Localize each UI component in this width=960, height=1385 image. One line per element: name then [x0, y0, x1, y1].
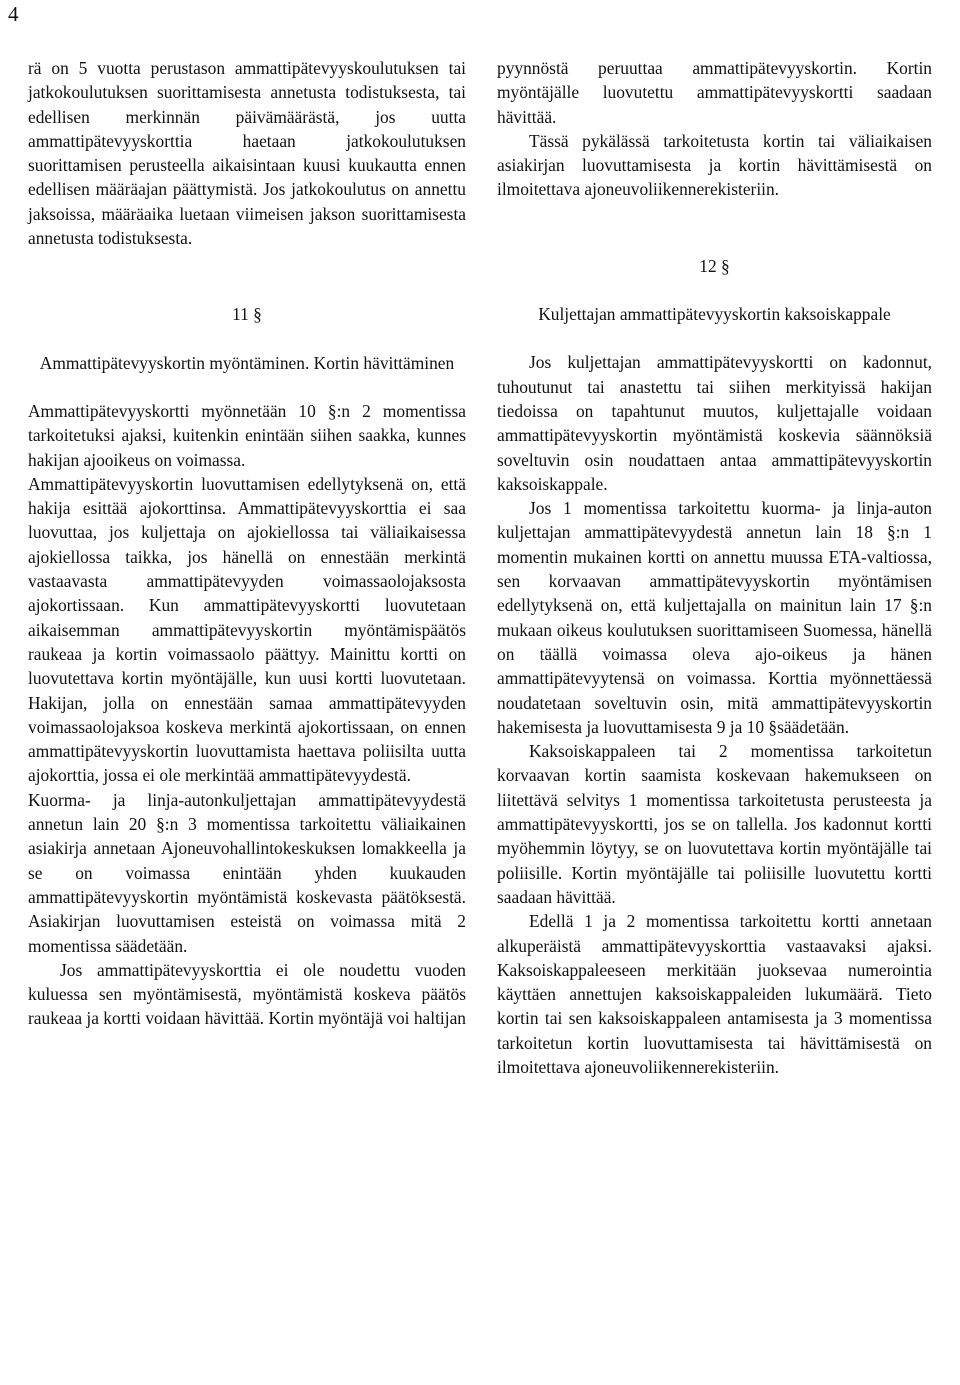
section-11-paragraph-4: Jos ammattipätevyyskorttia ei ole noudettu vuoden kuluessa sen myöntämisestä, myöntämistä koskeva päätös raukeaa ja kortti voidaan hävittää. Kortin myöntäjä voi haltijan — [28, 959, 467, 1029]
section-12-paragraph-4: Edellä 1 ja 2 momentissa tarkoitettu kortti annetaan alkuperäistä ammattipätevyyskorttia vastaavaksi ajaksi. Kaksoiskappaleeseen merkitään juoksevaa numerointia käyttäen annettujen kaksoiskappaleiden lukumäärä. Tieto kortin tai sen kaksoiskappaleen antamisesta ja 3 momentissa tarkoitetun kortin luovuttamisesta tai hävittämisestä on ilmoitettava ajoneuvoliikennerekisteriin. — [497, 911, 932, 1077]
right-column — [497, 56, 932, 1079]
section-12-number: 12 § — [699, 255, 730, 276]
left-intro-paragraph: rä on 5 vuotta perustason ammattipätevyyskoulutuksen tai jatkokoulutuksen suorittamisesta annetusta todistuksesta, tai edellisen merkinnän päivämäärästä, jos uutta ammattipätevyyskorttia haetaan jatkokoulutuksen suorittamisen perusteella aikaisintaan kuusi kuukautta ennen edellisen määräajan päättymistä. Jos jatkokoulutus on annettu jaksoissa, määräaika luetaan viimeisen jakson suorittamisesta annetusta todistuksesta. — [28, 58, 466, 249]
right-paragraph-a: Tässä pykälässä tarkoitetusta kortin tai väliaikaisen asiakirjan luovuttamisesta ja kortin hävittämisestä on ilmoitettava ajoneuvoliikennerekisteriin. — [497, 130, 932, 200]
section-12-paragraph-1: Jos kuljettajan ammattipätevyyskortti on kadonnut, tuhoutunut tai anastettu tai siihen merkityissä hakijan tiedoissa on tapahtunut muutos, kuljettajalle voidaan ammattipätevyyskortin myöntämistä koskevia säännöksiä soveltuvin osin noudattaen antaa ammattipätevyyskortin kaksoiskappale. — [497, 352, 932, 494]
section-11-heading: Ammattipätevyyskortin myöntäminen. Kortin hävittäminen — [39, 352, 455, 373]
section-11-paragraph-1: Ammattipätevyyskortti myönnetään 10 §:n 2 momentissa tarkoitetuksi ajaksi, kuitenkin enintään siihen saakka, kunnes hakijan ajooikeus on voimassa. — [28, 400, 466, 470]
page-number: 4 — [8, 2, 19, 26]
section-11-number: 11 § — [232, 304, 262, 325]
section-12-paragraph-3: Kaksoiskappaleen tai 2 momentissa tarkoitetun korvaavan kortin saamista koskevaan hakemukseen on liitettävä selvitys 1 momentissa tarkoitetusta perusteesta ja ammattipätevyyskortti, jos se on tallella. Jos kadonnut kortti myöhemmin löytyy, se on luovutettava kortin myöntäjälle tai poliisille. Kortin myöntäjälle tai poliisille luovutettu kortti saadaan hävittää. — [497, 741, 932, 907]
left-column — [28, 56, 466, 1031]
section-11-paragraph-3: Kuorma- ja linja-autonkuljettajan ammattipätevyydestä annetun lain 20 §:n 3 momentissa tarkoitettu väliaikainen asiakirja annetaan Ajoneuvohallintokeskuksen lomakkeella ja se on voimassa enintään yhden kuukauden ammattipätevyyskortin myöntämistä koskevasta päätöksestä. Asiakirjan luovuttamisen esteistä on voimassa mitä 2 momentissa säädetään. — [28, 789, 466, 956]
section-12-heading: Kuljettajan ammattipätevyyskortin kaksoiskappale — [538, 304, 891, 325]
section-12-paragraph-2: Jos 1 momentissa tarkoitettu kuorma- ja linja-auton kuljettajan ammattipätevyydestä annetun lain 18 §:n 1 momentin mukainen kortti on annettu muussa ETA-valtiossa, sen korvaavan ammattipätevyyskortin myöntämisen edellytyksenä on, että kuljettajalla on mainitun lain 17 §:n mukaan oikeus koulutuksen suorittamiseen Suomessa, hänellä on täällä voimassa oleva ajo-oikeus ja hänen ammattipätevyytensä on voimassa. Korttia myönnettäessä noudatetaan soveltuvin osin, mitä ammattipätevyyskortin hakemisesta ja luovuttamisesta 9 ja 10 §säädetään. — [497, 498, 932, 737]
section-11-paragraph-2: Ammattipätevyyskortin luovuttamisen edellytyksenä on, että hakija esittää ajokorttinsa. Ammattipätevyyskorttia ei saa luovuttaa, jos kuljettaja on ajokiellossa tai väliaikaisessa ajokiellossa taikka, jos hänellä on ennestään merkintä vastaavasta ammattipätevyyden voimassaolojaksosta ajokortissaan. Kun ammattipätevyyskortti luovutetaan aikaisemman ammattipätevyyskortin myöntämispäätös raukeaa ja kortin voimassaolo päättyy. Mainittu kortti on luovutettava kortin myöntäjälle, kun uusi kortti luovutetaan. Hakijan, jolla on ennestään samaa ammattipätevyyden voimassaolojaksoa koskeva merkintä ajokortissaan, on ennen ammattipätevyyskortin luovuttamista haettava poliisilta uutta ajokorttia, jossa ei ole merkintää ammattipätevyydestä. — [28, 473, 466, 786]
right-continuation-paragraph: pyynnöstä peruuttaa ammattipätevyyskortin. Kortin myöntäjälle luovutettu ammattipätevyyskortti saadaan hävittää. — [497, 58, 932, 127]
